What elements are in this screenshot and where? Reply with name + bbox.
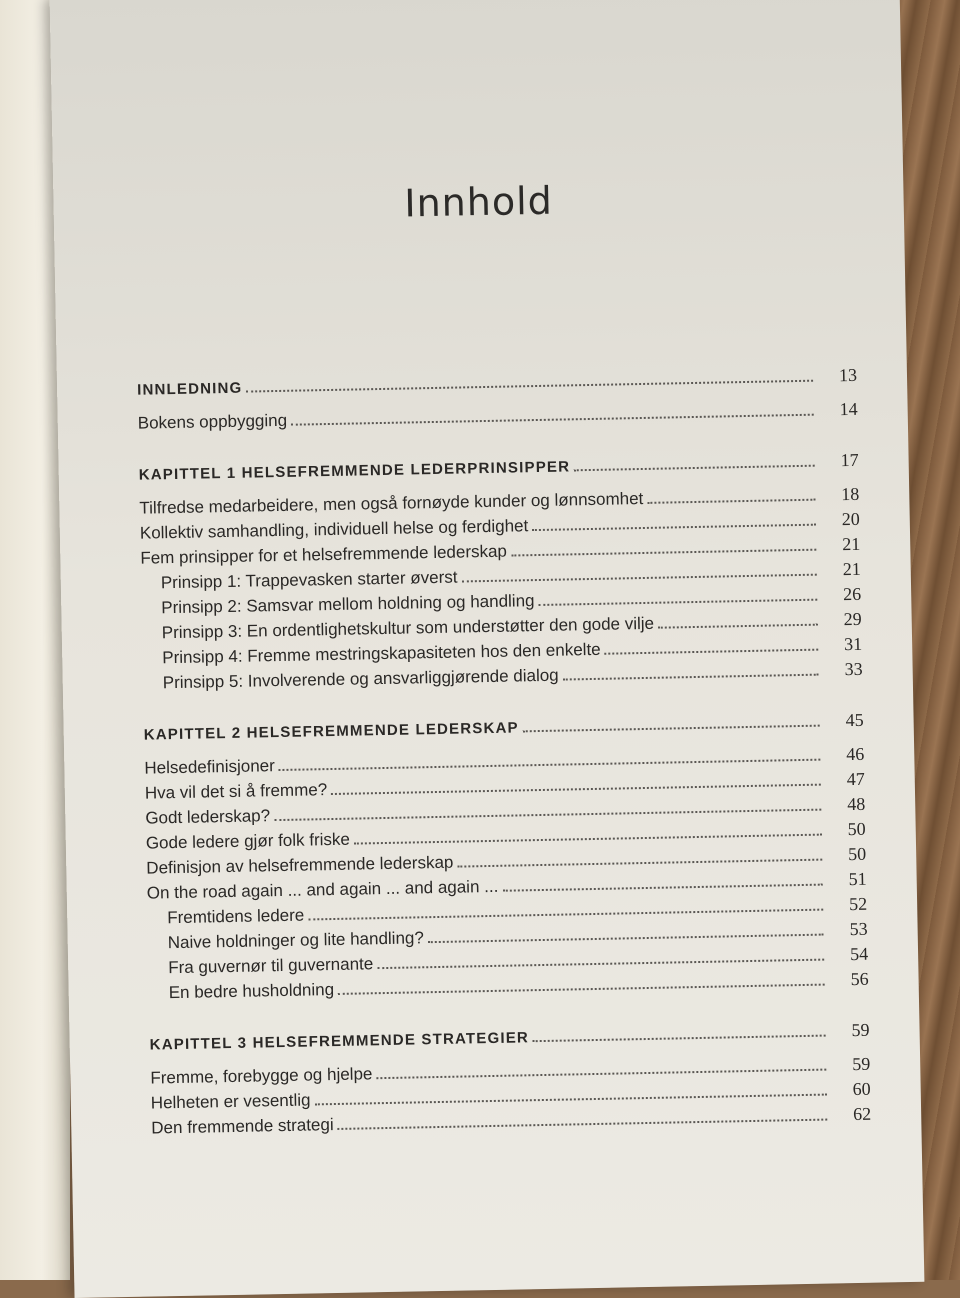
toc-entry-label: Tilfredse medarbeidere, men også fornøyde kunder og lønnsomhet xyxy=(139,488,644,518)
toc-entry-label: Helheten er vesentlig xyxy=(150,1090,311,1113)
toc-entry-label: Prinsipp 2: Samsvar mellom holdning og handling xyxy=(161,591,535,618)
dot-leader xyxy=(462,574,817,583)
toc-page-number: 59 xyxy=(851,1019,870,1041)
toc-entry-label: Hva vil det si å fremme? xyxy=(144,780,328,803)
dot-leader xyxy=(533,1035,826,1043)
toc-entry-label: Prinsipp 4: Fremme mestringskapasiteten hos den enkelte xyxy=(162,639,601,668)
toc-section xyxy=(139,448,863,696)
table-of-contents xyxy=(137,363,872,1167)
toc-page-number: 14 xyxy=(839,398,858,420)
toc-page-number: 46 xyxy=(846,743,865,765)
toc-page-number: 31 xyxy=(843,633,863,655)
toc-section xyxy=(137,363,858,436)
toc-entry-label: INNLEDNING xyxy=(136,379,243,399)
toc-entry-label: Bokens oppbygging xyxy=(137,410,288,433)
dot-leader xyxy=(658,624,818,629)
toc-entry-label: On the road again ... and again ... and again ... xyxy=(146,876,499,903)
dot-leader xyxy=(377,959,824,970)
toc-page-number: 20 xyxy=(841,508,860,530)
toc-section xyxy=(144,708,869,1006)
toc-entry-label: Gode ledere gjør folk friske xyxy=(145,829,351,853)
toc-page-number: 47 xyxy=(846,768,865,790)
dot-leader xyxy=(338,1119,828,1130)
dot-leader xyxy=(354,834,822,845)
toc-page-number: 21 xyxy=(842,533,861,555)
toc-entry-label: Den fremmende strategi xyxy=(151,1115,334,1138)
toc-page-number: 33 xyxy=(844,658,863,680)
toc-page-number: 13 xyxy=(838,364,858,386)
toc-entry-label: Definisjon av helsefremmende lederskap xyxy=(146,852,454,878)
toc-entry-label: KAPITTEL 2 HELSEFREMMENDE LEDERSKAP xyxy=(143,719,519,744)
dot-leader xyxy=(247,380,814,393)
toc-page-number: 59 xyxy=(852,1053,871,1075)
toc-page-number: 50 xyxy=(847,818,866,840)
toc-entry-label: Helsedefinisjoner xyxy=(144,756,275,778)
toc-page-number: 53 xyxy=(849,918,868,940)
toc-entry-label: Fremme, forebygge og hjelpe xyxy=(150,1064,373,1088)
toc-entry-label: Naive holdninger og lite handling? xyxy=(167,928,425,953)
page-title: Innhold xyxy=(403,178,554,226)
toc-page-number: 52 xyxy=(848,893,868,915)
dot-leader xyxy=(291,414,814,426)
toc-page-number: 48 xyxy=(847,793,866,815)
toc-page-number: 26 xyxy=(842,583,862,605)
toc-page-number: 29 xyxy=(843,608,862,630)
dot-leader xyxy=(532,524,816,531)
toc-entry-label: Fra guvernør til guvernante xyxy=(168,954,374,978)
toc-page-number: 56 xyxy=(850,968,869,990)
toc-page-number: 60 xyxy=(852,1078,871,1100)
toc-entry-label: Godt lederskap? xyxy=(145,806,271,828)
toc-entry-label: Prinsipp 3: En ordentlighetskultur som understøtter den gode vilje xyxy=(161,613,655,643)
toc-page-number: 51 xyxy=(848,868,867,890)
toc-entry-label: KAPITTEL 3 HELSEFREMMENDE STRATEGIER xyxy=(149,1029,530,1054)
toc-page-number: 62 xyxy=(852,1103,872,1125)
dot-leader xyxy=(563,674,819,681)
dot-leader xyxy=(376,1069,826,1080)
toc-page-number: 54 xyxy=(849,943,869,965)
dot-leader xyxy=(511,549,816,557)
toc-entry-label: Prinsipp 1: Trappevasken starter øverst xyxy=(160,567,458,593)
dot-leader xyxy=(574,465,815,472)
dot-leader xyxy=(539,599,818,606)
dot-leader xyxy=(523,725,820,733)
toc-page-number: 45 xyxy=(845,709,864,731)
toc-page-number: 50 xyxy=(847,843,867,865)
toc-page-number: 18 xyxy=(841,483,860,505)
dot-leader xyxy=(605,649,819,655)
dot-leader xyxy=(428,934,824,944)
toc-page-number: 17 xyxy=(840,449,859,471)
toc-page-number: 21 xyxy=(842,558,861,580)
toc-entry-label: Prinsipp 5: Involverende og ansvarliggjørende dialog xyxy=(162,665,559,693)
toc-section xyxy=(149,1018,871,1141)
book-page xyxy=(50,0,925,1298)
dot-leader xyxy=(457,859,822,868)
toc-entry-label: En bedre husholdning xyxy=(168,980,335,1003)
toc-entry-label: Kollektiv samhandling, individuell helse og ferdighet xyxy=(139,516,529,543)
dot-leader xyxy=(338,984,825,995)
dot-leader xyxy=(647,499,815,504)
toc-entry-label: Fem prinsipper for et helsefremmende lederskap xyxy=(140,541,508,568)
toc-entry-label: KAPITTEL 1 HELSEFREMMENDE LEDERPRINSIPPER xyxy=(138,458,571,484)
dot-leader xyxy=(502,884,822,892)
toc-entry-label: Fremtidens ledere xyxy=(167,905,305,928)
